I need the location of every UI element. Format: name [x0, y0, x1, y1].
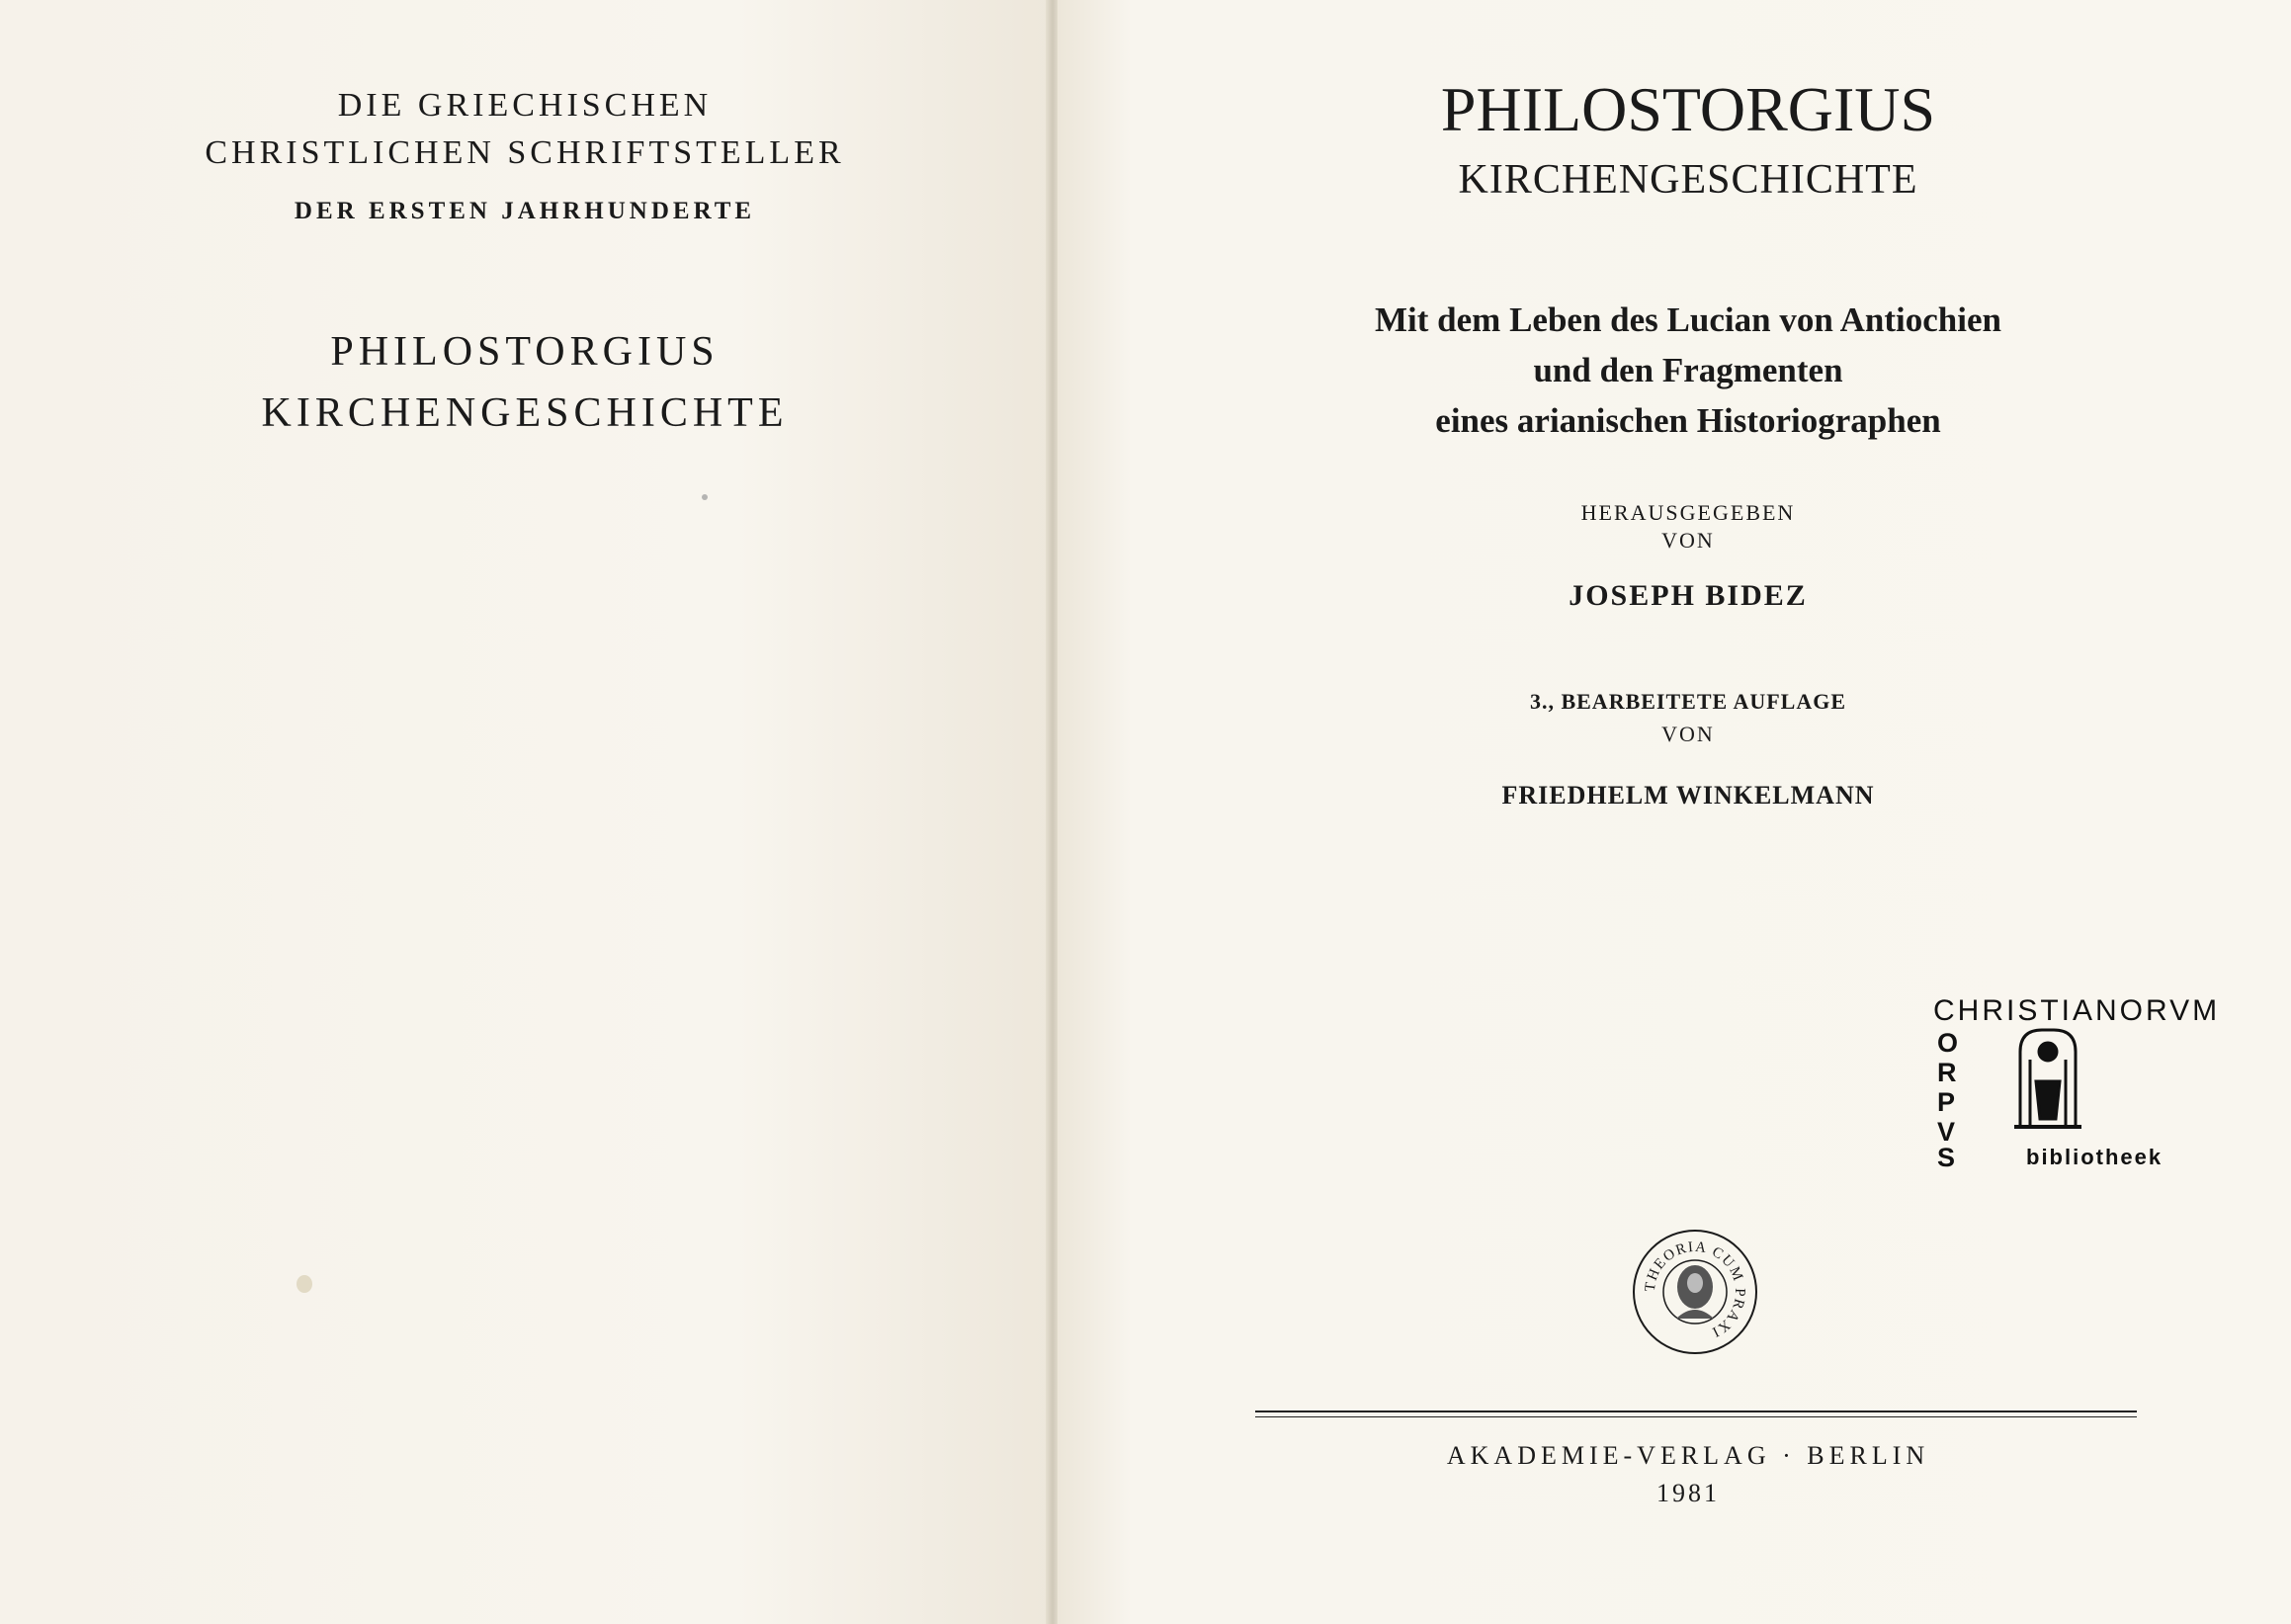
paper-speck	[702, 494, 708, 500]
imprint-rule	[1255, 1410, 2137, 1412]
description-line-3: eines arianischen Historiographen	[1435, 401, 1941, 440]
title-work: KIRCHENGESCHICHTE	[1458, 157, 1918, 203]
left-page	[0, 0, 1050, 1624]
edition-label-line-2: VON	[1661, 722, 1715, 746]
stamp-letter: O	[1937, 1028, 1959, 1058]
library-stamp	[1933, 990, 2220, 1168]
publisher-medallion	[1631, 1228, 1759, 1356]
reviser-name: FRIEDHELM WINKELMANN	[1501, 781, 1875, 810]
stamp-letter: P	[1937, 1087, 1956, 1117]
series-title-line-1: DIE GRIECHISCHEN	[337, 87, 713, 124]
portrait-icon	[1676, 1265, 1714, 1319]
paper-stain	[297, 1275, 312, 1293]
right-page	[1058, 0, 2291, 1624]
imprint-rule-thin	[1255, 1416, 2137, 1417]
description-line-2: und den Fragmenten	[1533, 351, 1843, 389]
stamp-letter: S	[1937, 1143, 1956, 1168]
series-title-line-2: CHRISTLICHEN SCHRIFTSTELLER	[205, 134, 845, 171]
editor-label-line-2: VON	[1661, 528, 1715, 553]
publisher-imprint: AKADEMIE-VERLAG · BERLIN	[1446, 1441, 1930, 1470]
description-line-1: Mit dem Leben des Lucian von Antiochien	[1375, 300, 2001, 339]
stamp-emblem-icon	[2014, 1030, 2081, 1127]
title-author: PHILOSTORGIUS	[1440, 74, 1936, 144]
half-title-author: PHILOSTORGIUS	[330, 329, 720, 375]
stamp-bottom-word: bibliotheek	[2026, 1145, 2164, 1168]
editor-name: JOSEPH BIDEZ	[1569, 579, 1808, 612]
stamp-letter: R	[1937, 1058, 1957, 1087]
medallion-motto: THEORIA CUM PRAXI	[1642, 1239, 1748, 1340]
stamp-letter: V	[1937, 1117, 1956, 1147]
publication-year: 1981	[1656, 1479, 1720, 1507]
editor-label-line-1: HERAUSGEGEBEN	[1580, 500, 1796, 525]
half-title-work: KIRCHENGESCHICHTE	[261, 390, 789, 436]
edition-label-line-1: 3., BEARBEITETE AUFLAGE	[1529, 689, 1847, 714]
stamp-top-word: CHRISTIANORVM	[1933, 994, 2220, 1027]
series-title-line-3: DER ERSTEN JAHRHUNDERTE	[294, 198, 756, 224]
